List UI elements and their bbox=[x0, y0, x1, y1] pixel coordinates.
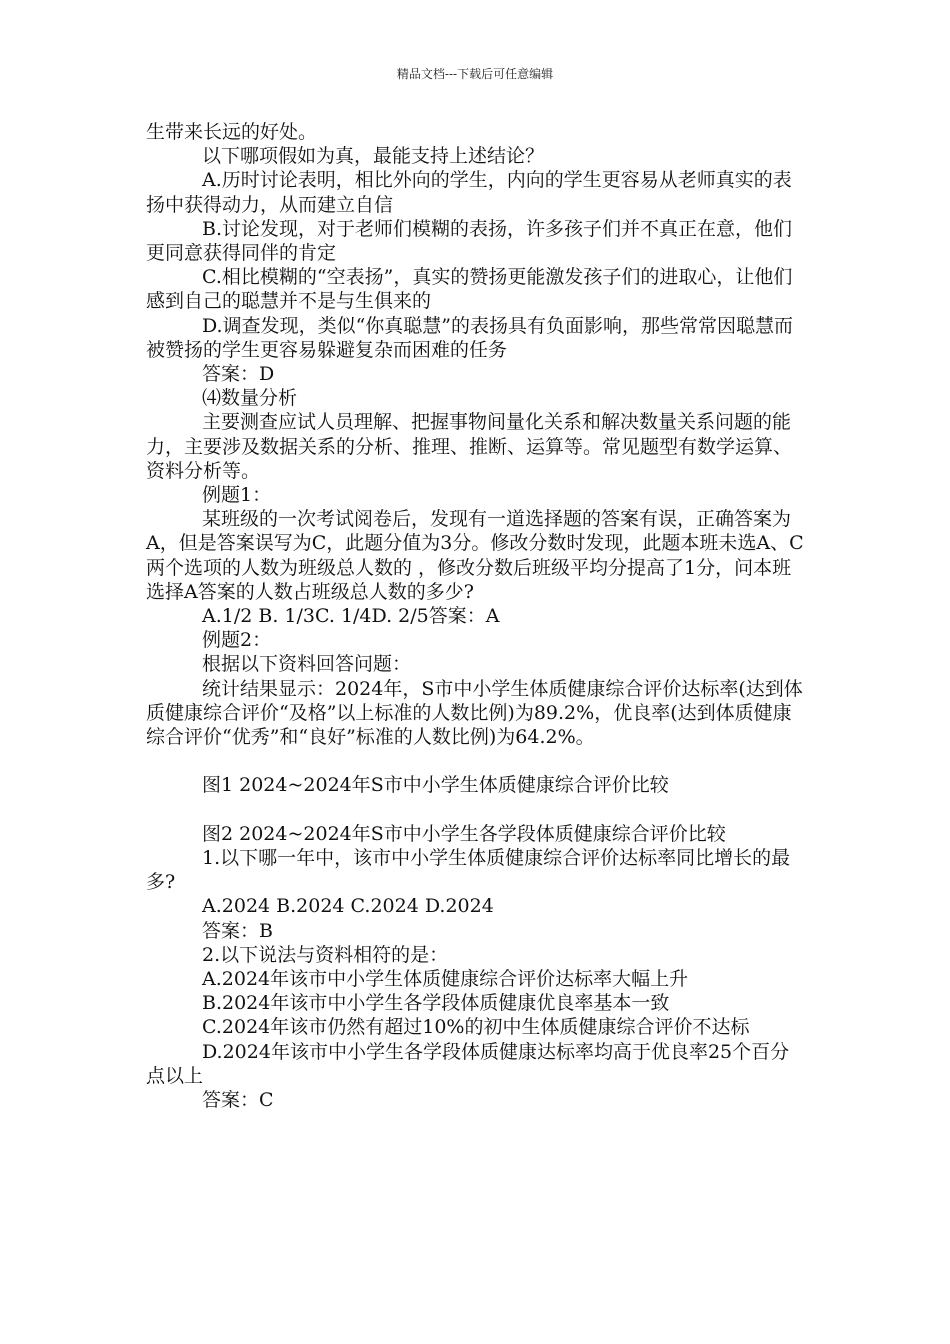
paragraph: A.2024 B.2024 C.2024 D.2024 bbox=[202, 895, 494, 918]
paragraph: C.相比模糊的“空表扬”，真实的赞扬更能激发孩子们的进取心，让他们感到自己的聪慧并不是与生俱来的 bbox=[146, 266, 793, 313]
blank-line bbox=[146, 749, 808, 773]
paragraph: 图1 2024~2024年S市中小学生体质健康综合评价比较 bbox=[202, 774, 669, 797]
paragraph: 主要测查应试人员理解、把握事物间量化关系和解决数量关系问题的能力，主要涉及数据关系的分析、推理、推断、运算等。常见题型有数学运算、资料分析等。 bbox=[146, 411, 793, 482]
paragraph: 根据以下资料回答问题： bbox=[202, 653, 412, 676]
paragraph: C.2024年该市仍然有超过10%的初中生体质健康综合评价不达标 bbox=[202, 1016, 750, 1039]
paragraph: 例题2： bbox=[202, 629, 272, 652]
paragraph: 例题1： bbox=[202, 484, 272, 507]
paragraph: 答案：D bbox=[202, 363, 275, 386]
page-header: 精品文档---下载后可任意编辑 bbox=[396, 67, 554, 81]
paragraph: 答案：C bbox=[202, 1089, 274, 1112]
paragraph: 统计结果显示：2024年，S市中小学生体质健康综合评价达标率(达到体质健康综合评价“及格”以上标准的人数比例)为89.2%，优良率(达到体质健康综合评价“优秀”和“良好”标准的人数比例)为64.2%。 bbox=[146, 677, 803, 749]
paragraph: B.讨论发现，对于老师们模糊的表扬，许多孩子们并不真正在意，他们更同意获得同伴的肯定 bbox=[146, 217, 793, 265]
paragraph: 某班级的一次考试阅卷后，发现有一道选择题的答案有误，正确答案为A，但是答案误写为C，此题分值为3分。修改分数时发现，此题本班未选A、C两个选项的人数为班级总人数的 ，修改分数后班级平均分提高了1分，问本班选择A答案的人数占班级总人数的多少? bbox=[146, 508, 804, 603]
document-body bbox=[146, 120, 808, 1112]
paragraph: A.1/2 B. 1/3C. 1/4D. 2/5答案：A bbox=[202, 605, 500, 628]
paragraph: 图2 2024~2024年S市中小学生各学段体质健康综合评价比较 bbox=[202, 822, 726, 845]
paragraph: A.历时讨论表明，相比外向的学生，内向的学生更容易从老师真实的表扬中获得动力，从而建立自信 bbox=[146, 169, 792, 216]
paragraph: 以下哪项假如为真，最能支持上述结论？ bbox=[202, 145, 545, 168]
paragraph: A.2024年该市中小学生体质健康综合评价达标率大幅上升 bbox=[202, 968, 689, 991]
paragraph: 答案：B bbox=[202, 919, 273, 942]
paragraph: 1.以下哪一年中，该市中小学生体质健康综合评价达标率同比增长的最多? bbox=[146, 847, 791, 894]
paragraph: D.调查发现，类似“你真聪慧”的表扬具有负面影响，那些常常因聪慧而被赞扬的学生更容易躲避复杂而困难的任务 bbox=[146, 314, 794, 361]
paragraph: 生带来长远的好处。 bbox=[146, 121, 318, 143]
paragraph: 2.以下说法与资料相符的是： bbox=[202, 943, 449, 966]
paragraph: D.2024年该市中小学生各学段体质健康达标率均高于优良率25个百分点以上 bbox=[146, 1040, 790, 1087]
blank-line bbox=[146, 798, 808, 822]
paragraph: ⑷数量分析 bbox=[202, 387, 298, 410]
paragraph: B.2024年该市中小学生各学段体质健康优良率基本一致 bbox=[202, 992, 670, 1015]
